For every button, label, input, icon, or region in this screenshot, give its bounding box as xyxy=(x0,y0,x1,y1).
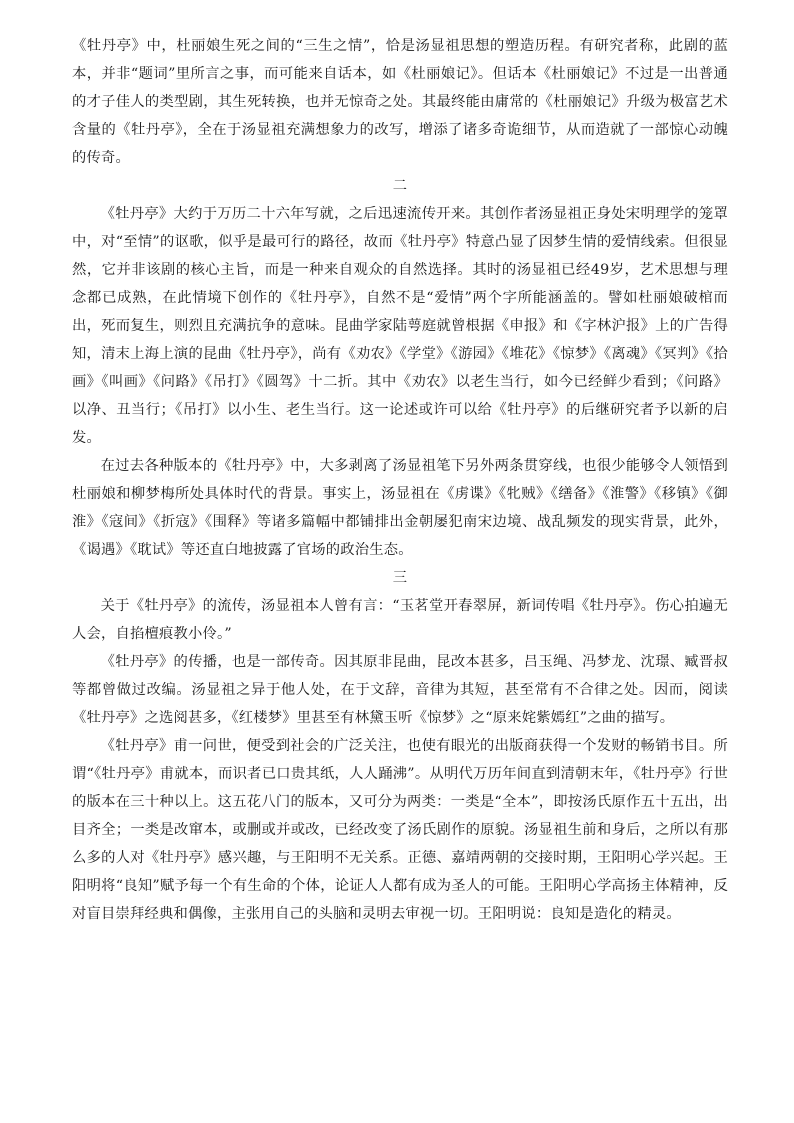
paragraph-intro-1: 《牡丹亭》中，杜丽娘生死之间的“三生之情”，恰是汤显祖思想的塑造历程。有研究者称，此剧的蓝本，并非“题词”里所言之事，而可能来自话本，如《杜丽娘记》。但话本《杜丽娘记》不过是一出普通的才子佳人的类型剧，其生死转换，也并无惊奇之处。其最终能由庸常的《杜丽娘记》升级为极富艺术含量的《牡丹亭》，全在于汤显祖充满想象力的改写，增添了诸多奇诡细节，从而造就了一部惊心动魄的传奇。 xyxy=(72,38,728,166)
section-heading-2: 二 xyxy=(392,178,408,194)
paragraph-2-1: 《牡丹亭》大约于万历二十六年写就，之后迅速流传开来。其创作者汤显祖正身处宋明理学的笼罩中，对“至情”的讴歌，似乎是最可行的路径，故而《牡丹亭》特意凸显了因梦生情的爱情线索。但很显然，它并非该剧的核心主旨，而是一种来自观众的自然选择。其时的汤显祖已经49岁，艺术思想与理念都已成熟，在此情境下创作的《牡丹亭》，自然不是“爱情”两个字所能涵盖的。譬如杜丽娘破棺而出，死而复生，则烈且充满抗争的意味。昆曲学家陆萼庭就曾根据《申报》和《字林沪报》上的广告得知，清末上海上演的昆曲《牡丹亭》，尚有《劝农》《学堂》《游园》《堆花》《惊梦》《离魂》《冥判》《拾画》《叫画》《问路》《吊打》《圆驾》十二折。其中《劝农》以老生当行，如今已经鲜少看到；《问路》以净、丑当行；《吊打》以小生、老生当行。这一论述或许可以给《牡丹亭》的后继研究者予以新的启发。 xyxy=(72,206,728,446)
paragraph-3-1: 关于《牡丹亭》的流传，汤显祖本人曾有言：“玉茗堂开春翠屏，新词传唱《牡丹亭》。伤心拍遍无人会，自掐檀痕教小伶。” xyxy=(72,598,728,642)
paragraph-2-2: 在过去各种版本的《牡丹亭》中，大多剥离了汤显祖笔下另外两条贯穿线，也很少能够令人领悟到杜丽娘和柳梦梅所处具体时代的背景。事实上，汤显祖在《虏谍》《牝贼》《缮备》《淮警》《移镇》《御淮》《寇间》《折寇》《围释》等诸多篇幅中都铺排出金朝屡犯南宋边境、战乱频发的现实背景，此外，《谒遇》《耽试》等还直白地披露了官场的政治生态。 xyxy=(72,458,728,558)
section-heading-3: 三 xyxy=(392,570,408,586)
document-page xyxy=(72,32,728,928)
paragraph-3-2: 《牡丹亭》的传播，也是一部传奇。因其原非昆曲，昆改本甚多，吕玉绳、冯梦龙、沈璟、臧晋叔等都曾做过改编。汤显祖之异于他人处，在于文辞，音律为其短，甚至常有不合律之处。因而，阅读《牡丹亭》之选阅甚多，《红楼梦》里甚至有林黛玉听《惊梦》之“原来姹紫嫣红”之曲的描写。 xyxy=(72,654,728,726)
paragraph-3-3: 《牡丹亭》甫一问世，便受到社会的广泛关注，也使有眼光的出版商获得一个发财的畅销书目。所谓“《牡丹亭》甫就本，而识者已口贵其纸，人人踊沸”。从明代万历年间直到清朝末年，《牡丹亭》行世的版本在三十种以上。这五花八门的版本，又可分为两类：一类是“全本”，即按汤氏原作五十五出，出目齐全；一类是改窜本，或删或并或改，已经改变了汤氏剧作的原貌。汤显祖生前和身后，之所以有那么多的人对《牡丹亭》感兴趣，与王阳明不无关系。正德、嘉靖两朝的交接时期，王阳明心学兴起。王阳明将“良知”赋予每一个有生命的个体，论证人人都有成为圣人的可能。王阳明心学高扬主体精神，反对盲目崇拜经典和偶像，主张用自己的头脑和灵明去审视一切。王阳明说：良知是造化的精灵。 xyxy=(72,738,728,922)
